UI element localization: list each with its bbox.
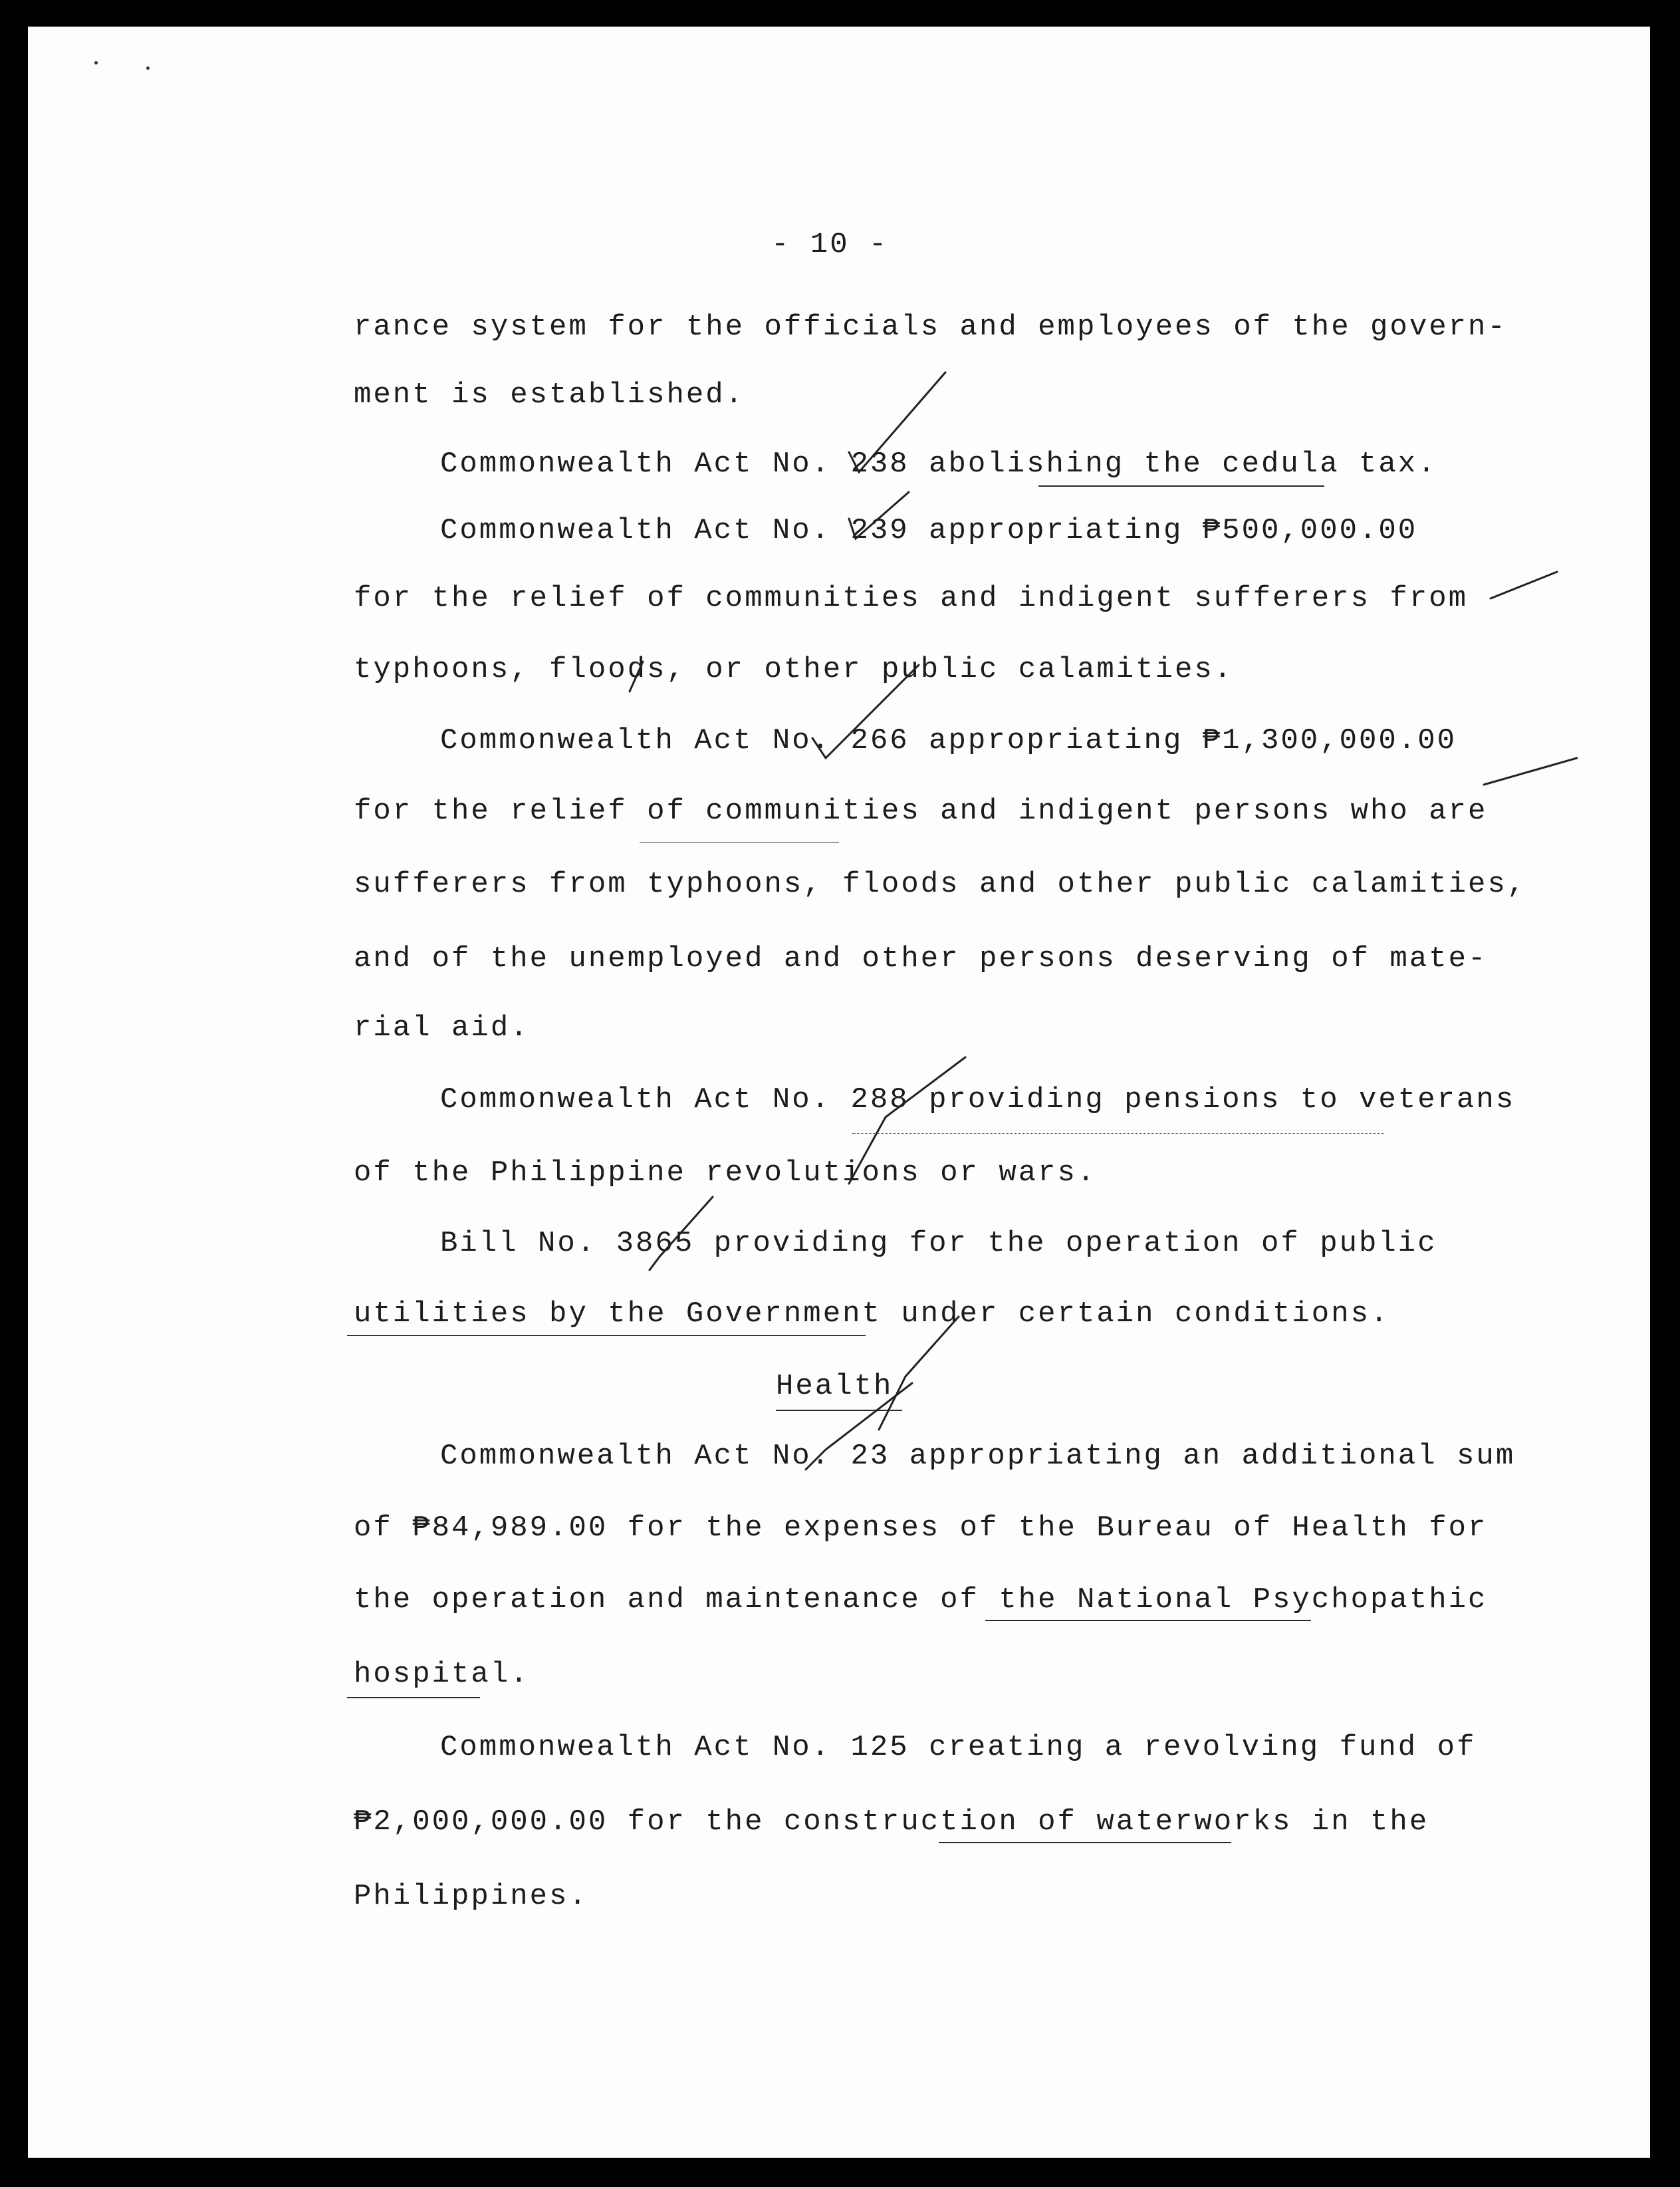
text-line: Commonwealth Act No. 266 appropriating ₱1,300,000.00 — [440, 724, 1457, 757]
text-line: Bill No. 3865 providing for the operation of public — [440, 1227, 1437, 1260]
text-line: ₱2,000,000.00 for the construction of waterworks in the — [354, 1805, 1429, 1839]
check-icon — [650, 1197, 713, 1270]
check-icon — [812, 665, 919, 758]
text-line: Commonwealth Act No. 125 creating a revolving fund of — [440, 1731, 1477, 1764]
text-line: Philippines. — [354, 1880, 588, 1913]
text-line: Commonwealth Act No. 238 abolishing the cedula tax. — [440, 448, 1437, 481]
text-line: for the relief of communities and indigent persons who are — [354, 795, 1488, 828]
text-line: for the relief of communities and indigent sufferers from — [354, 582, 1469, 615]
pencil-checkmarks — [28, 27, 1650, 2158]
margin-tick-icon — [1491, 572, 1557, 598]
text-line: Commonwealth Act No. 23 appropriating an additional sum — [440, 1440, 1516, 1473]
check-icon — [849, 1057, 965, 1184]
check-icon — [806, 1383, 912, 1470]
text-line: Commonwealth Act No. 288 providing pensions to veterans — [440, 1083, 1516, 1116]
text-line: rial aid. — [354, 1011, 530, 1045]
text-line: rance system for the officials and employees of the govern- — [354, 311, 1507, 344]
check-icon — [849, 372, 945, 472]
text-line: typhoons, floods, or other public calamities. — [354, 653, 1234, 686]
check-icon — [630, 662, 643, 692]
text-line: hospital. — [354, 1658, 530, 1691]
text-line: utilities by the Government under certain conditions. — [354, 1297, 1390, 1331]
section-heading: Health — [776, 1370, 894, 1403]
text-line: the operation and maintenance of the National Psychopathic — [354, 1583, 1488, 1616]
document-page — [28, 27, 1650, 2158]
text-line: Commonwealth Act No. 239 appropriating ₱500,000.00 — [440, 514, 1418, 547]
margin-tick-icon — [1484, 758, 1577, 785]
text-line: sufferers from typhoons, floods and other public calamities, — [354, 868, 1527, 901]
check-icon — [849, 492, 909, 539]
text-line: and of the unemployed and other persons deserving of mate- — [354, 942, 1488, 975]
text-line: of ₱84,989.00 for the expenses of the Bureau of Health for — [354, 1511, 1488, 1545]
text-line: ment is established. — [354, 378, 745, 412]
text-line: of the Philippine revolutions or wars. — [354, 1156, 1097, 1190]
check-icon — [879, 1317, 959, 1430]
page-number: - 10 - — [771, 228, 889, 261]
